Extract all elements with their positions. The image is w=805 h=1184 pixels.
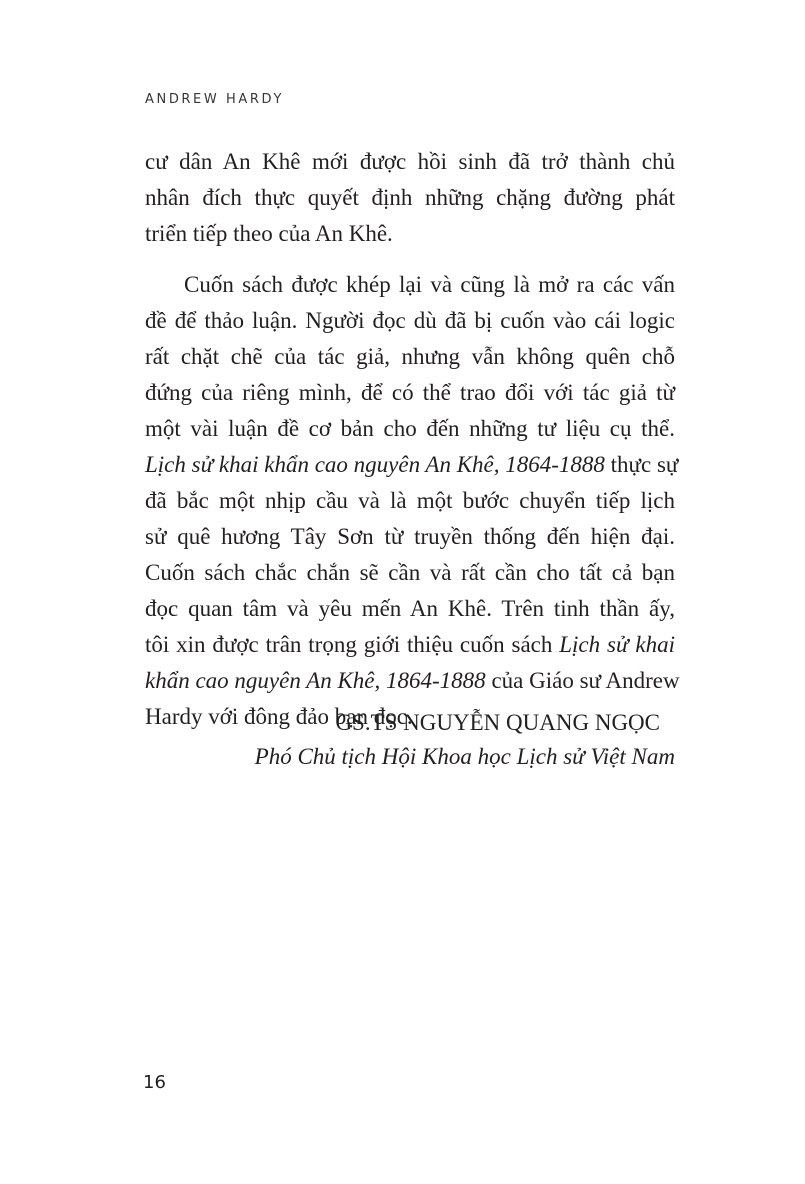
text-line: đọc quan tâm và yêu mến An Khê. Trên tinh thần ấy, — [145, 596, 675, 621]
text-fragment: của Giáo sư Andrew — [485, 668, 680, 693]
text-line: đứng của riêng mình, để có thể trao đổi với tác giả từ — [145, 380, 675, 405]
paragraph-1 — [145, 144, 675, 252]
paragraph-2 — [145, 267, 680, 735]
text-line: Cuốn sách được khép lại và cũng là mở ra các vấn — [184, 272, 675, 297]
book-title: Lịch sử khai khẩn cao nguyên An Khê, 1864-1888 — [145, 452, 605, 477]
text-fragment: thực sự — [604, 452, 679, 477]
text-line — [145, 627, 675, 663]
book-title: Lịch sử khai — [559, 632, 675, 657]
text-line: Cuốn sách chắc chắn sẽ cần và rất cần cho tất cả bạn — [145, 560, 675, 585]
text-line: Hardy với đông đảo bạn đọc. — [145, 704, 413, 729]
text-line: triển tiếp theo của An Khê. — [145, 221, 393, 246]
text-line: rất chặt chẽ của tác giả, nhưng vẫn không quên chỗ — [145, 344, 675, 369]
text-line: cư dân An Khê mới được hồi sinh đã trở thành chủ — [145, 149, 675, 174]
text-line: đã bắc một nhịp cầu và là một bước chuyển tiếp lịch — [145, 488, 675, 513]
text-line: đề để thảo luận. Người đọc dù đã bị cuốn vào cái logic — [145, 308, 675, 333]
text-line: một vài luận đề cơ bản cho đến những tư liệu cụ thể. — [145, 416, 675, 441]
text-line: sử quê hương Tây Sơn từ truyền thống đến hiện đại. — [145, 524, 675, 549]
main-text — [145, 144, 680, 735]
text-fragment: tôi xin được trân trọng giới thiệu cuốn sách — [145, 632, 560, 657]
book-title: khẩn cao nguyên An Khê, 1864-1888 — [145, 668, 486, 693]
text-line — [145, 663, 680, 699]
text-line: nhân đích thực quyết định những chặng đường phát — [145, 185, 675, 210]
signature-block — [145, 706, 675, 774]
author-name: GS.TS NGUYỄN QUANG NGỌC — [335, 710, 660, 735]
text-line — [145, 447, 679, 483]
page-number: 16 — [143, 1072, 166, 1093]
author-role: Phó Chủ tịch Hội Khoa học Lịch sử Việt Nam — [254, 744, 675, 769]
running-header: ANDREW HARDY — [145, 92, 285, 107]
